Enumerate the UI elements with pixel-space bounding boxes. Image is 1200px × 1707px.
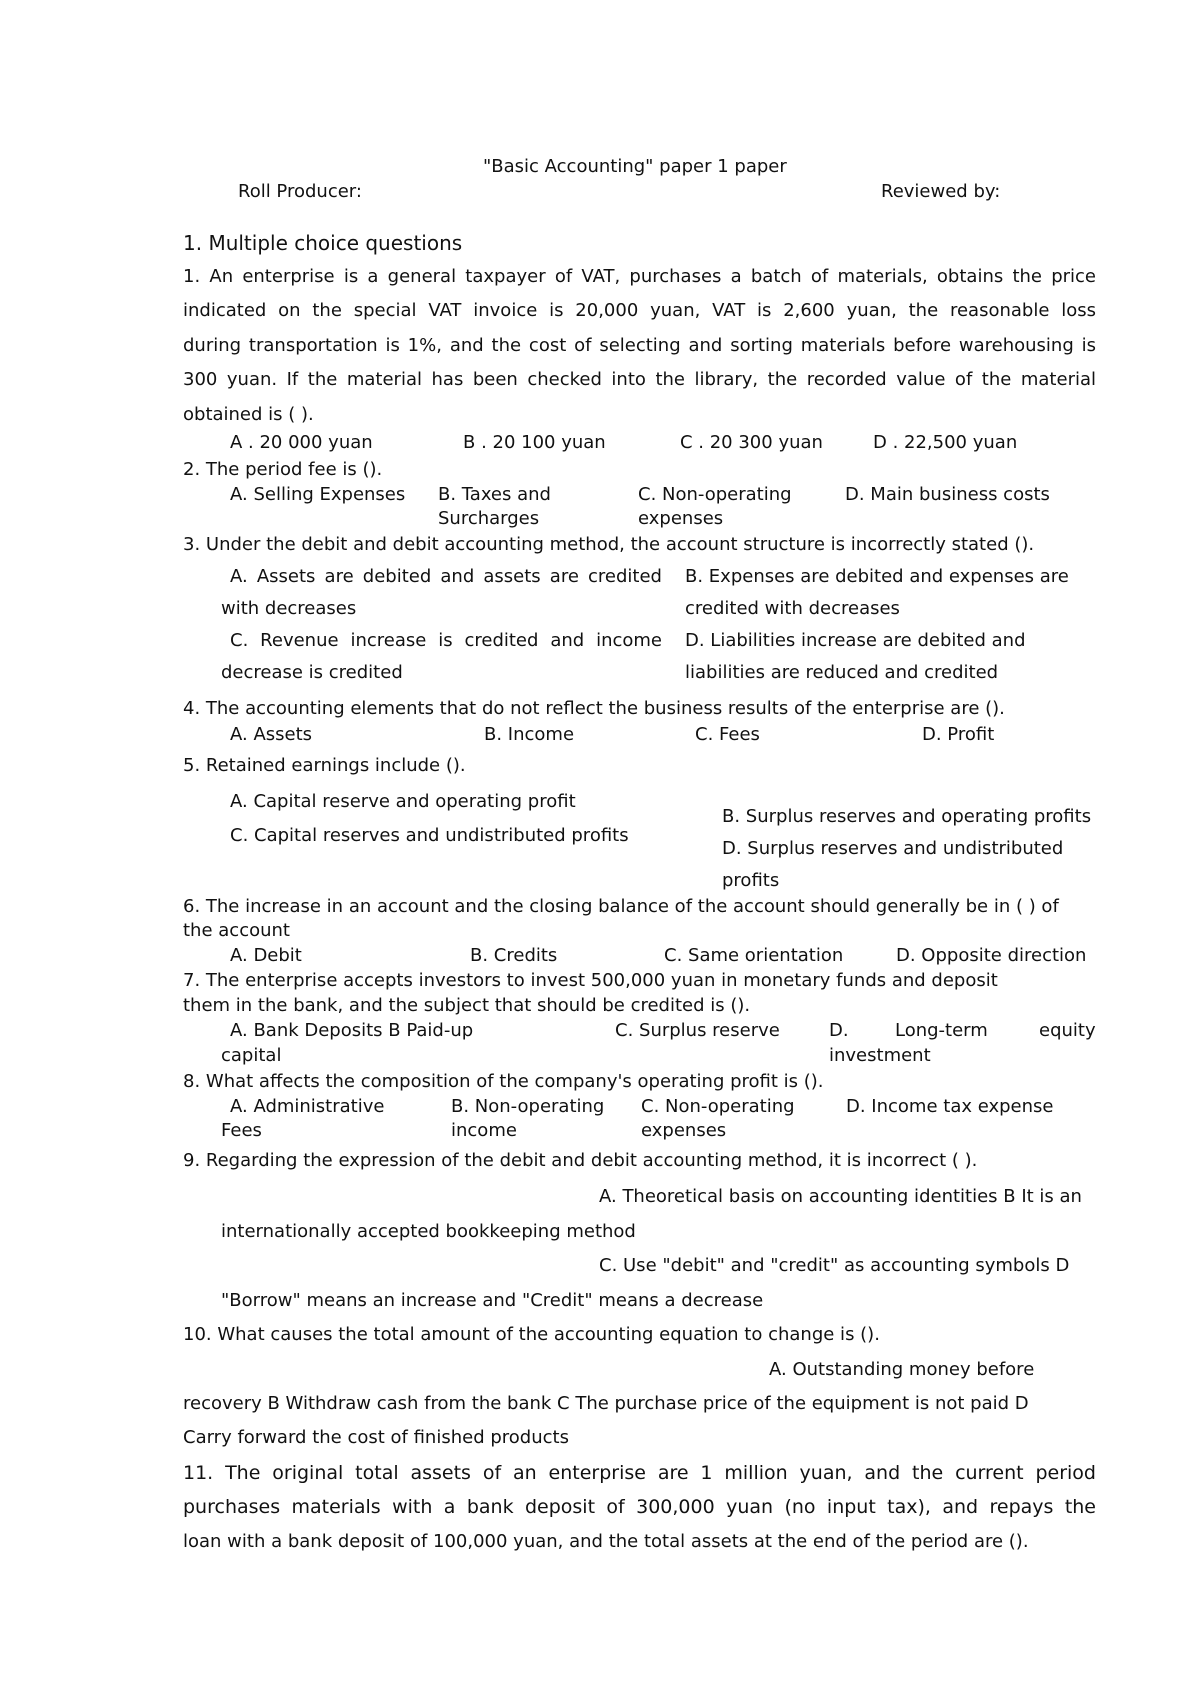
- q1-option-c: C . 20 300 yuan: [680, 432, 823, 453]
- q3-option-d-cont: liabilities are reduced and credited: [685, 662, 999, 683]
- q7-option-d-word1: Long-term: [895, 1020, 988, 1041]
- q9-line-2: internationally accepted bookkeeping method: [221, 1221, 636, 1242]
- q5-option-b: B. Surplus reserves and operating profits: [722, 806, 1092, 827]
- q3-option-a: A. Assets are debited and assets are credited: [230, 566, 662, 587]
- q7-option-d-word2: equity: [1039, 1020, 1096, 1041]
- q2-option-c-cont: expenses: [638, 508, 724, 529]
- q1-line-3: during transportation is 1%, and the cost of selecting and sorting materials before warehousing is: [183, 335, 1096, 356]
- roll-producer-label: Roll Producer:: [238, 181, 362, 202]
- q10-line-2: recovery B Withdraw cash from the bank C The purchase price of the equipment is not paid D: [183, 1393, 1029, 1414]
- q1-line-5: obtained is ( ).: [183, 404, 314, 425]
- q10-stem: 10. What causes the total amount of the accounting equation to change is ().: [183, 1324, 880, 1345]
- q4-option-a: A. Assets: [230, 724, 313, 745]
- q5-option-d-cont: profits: [722, 870, 780, 891]
- q2-option-c: C. Non-operating: [638, 484, 792, 505]
- q6-line-2: the account: [183, 920, 290, 941]
- q6-option-c: C. Same orientation: [664, 945, 844, 966]
- q4-option-b: B. Income: [484, 724, 575, 745]
- q10-line-3: Carry forward the cost of finished products: [183, 1427, 569, 1448]
- q11-line-1: 11. The original total assets of an enterprise are 1 million yuan, and the current period: [183, 1462, 1096, 1484]
- section-title: 1. Multiple choice questions: [183, 231, 463, 255]
- q8-option-b-cont: income: [451, 1120, 517, 1141]
- q8-option-c-cont: expenses: [641, 1120, 727, 1141]
- q4-option-c: C. Fees: [695, 724, 760, 745]
- reviewed-by-label: Reviewed by:: [881, 181, 1001, 202]
- q7-option-d-letter: D.: [829, 1020, 849, 1041]
- q10-line-1: A. Outstanding money before: [769, 1359, 1035, 1380]
- q7-option-a: A. Bank Deposits B Paid-up: [230, 1020, 474, 1041]
- q7-line-1: 7. The enterprise accepts investors to invest 500,000 yuan in monetary funds and deposit: [183, 970, 998, 991]
- q1-option-b: B . 20 100 yuan: [463, 432, 606, 453]
- q3-stem: 3. Under the debit and debit accounting method, the account structure is incorrectly stated ().: [183, 534, 1035, 555]
- q2-stem: 2. The period fee is ().: [183, 459, 383, 480]
- q1-line-2: indicated on the special VAT invoice is 20,000 yuan, VAT is 2,600 yuan, the reasonable loss: [183, 300, 1096, 321]
- page-title: "Basic Accounting" paper 1 paper: [483, 156, 787, 177]
- q8-stem: 8. What affects the composition of the company's operating profit is ().: [183, 1071, 824, 1092]
- q8-option-c: C. Non-operating: [641, 1096, 795, 1117]
- q3-option-b-cont: credited with decreases: [685, 598, 900, 619]
- q5-option-c: C. Capital reserves and undistributed profits: [230, 825, 629, 846]
- q3-option-a-cont: with decreases: [221, 598, 357, 619]
- q1-option-a: A . 20 000 yuan: [230, 432, 373, 453]
- q3-option-d: D. Liabilities increase are debited and: [685, 630, 1026, 651]
- q7-line-2: them in the bank, and the subject that should be credited is ().: [183, 995, 751, 1016]
- q8-option-d: D. Income tax expense: [846, 1096, 1054, 1117]
- q3-option-c: C. Revenue increase is credited and income: [230, 630, 662, 651]
- q9-stem: 9. Regarding the expression of the debit and debit accounting method, it is incorrect ( ).: [183, 1150, 978, 1171]
- q7-option-d-cont: investment: [829, 1045, 931, 1066]
- q1-option-d: D . 22,500 yuan: [873, 432, 1018, 453]
- q11-line-3: loan with a bank deposit of 100,000 yuan, and the total assets at the end of the period are ().: [183, 1531, 1029, 1552]
- q3-option-c-cont: decrease is credited: [221, 662, 403, 683]
- q2-option-b: B. Taxes and: [438, 484, 551, 505]
- q3-option-b: B. Expenses are debited and expenses are: [685, 566, 1069, 587]
- q8-option-b: B. Non-operating: [451, 1096, 605, 1117]
- q5-stem: 5. Retained earnings include ().: [183, 755, 466, 776]
- q2-option-b-cont: Surcharges: [438, 508, 540, 529]
- q11-line-2: purchases materials with a bank deposit of 300,000 yuan (no input tax), and repays the: [183, 1496, 1096, 1518]
- q8-option-a-cont: Fees: [221, 1120, 262, 1141]
- q1-line-1: 1. An enterprise is a general taxpayer of VAT, purchases a batch of materials, obtains the price: [183, 266, 1096, 287]
- q6-option-d: D. Opposite direction: [896, 945, 1087, 966]
- q1-line-4: 300 yuan. If the material has been checked into the library, the recorded value of the material: [183, 369, 1096, 390]
- q8-option-a: A. Administrative: [230, 1096, 385, 1117]
- q6-option-b: B. Credits: [470, 945, 558, 966]
- q9-line-4: "Borrow" means an increase and "Credit" means a decrease: [221, 1290, 764, 1311]
- q2-option-d: D. Main business costs: [845, 484, 1050, 505]
- q6-option-a: A. Debit: [230, 945, 302, 966]
- q9-line-3: C. Use "debit" and "credit" as accounting symbols D: [599, 1255, 1070, 1276]
- q6-line-1: 6. The increase in an account and the closing balance of the account should generally be in ( ) of: [183, 896, 1059, 917]
- q4-option-d: D. Profit: [922, 724, 995, 745]
- q4-stem: 4. The accounting elements that do not reflect the business results of the enterprise are ().: [183, 698, 1005, 719]
- q5-option-d: D. Surplus reserves and undistributed: [722, 838, 1064, 859]
- q9-line-1: A. Theoretical basis on accounting identities B It is an: [599, 1186, 1082, 1207]
- q5-option-a: A. Capital reserve and operating profit: [230, 791, 576, 812]
- q2-option-a: A. Selling Expenses: [230, 484, 406, 505]
- q7-option-c: C. Surplus reserve: [615, 1020, 780, 1041]
- q7-option-a-cont: capital: [221, 1045, 282, 1066]
